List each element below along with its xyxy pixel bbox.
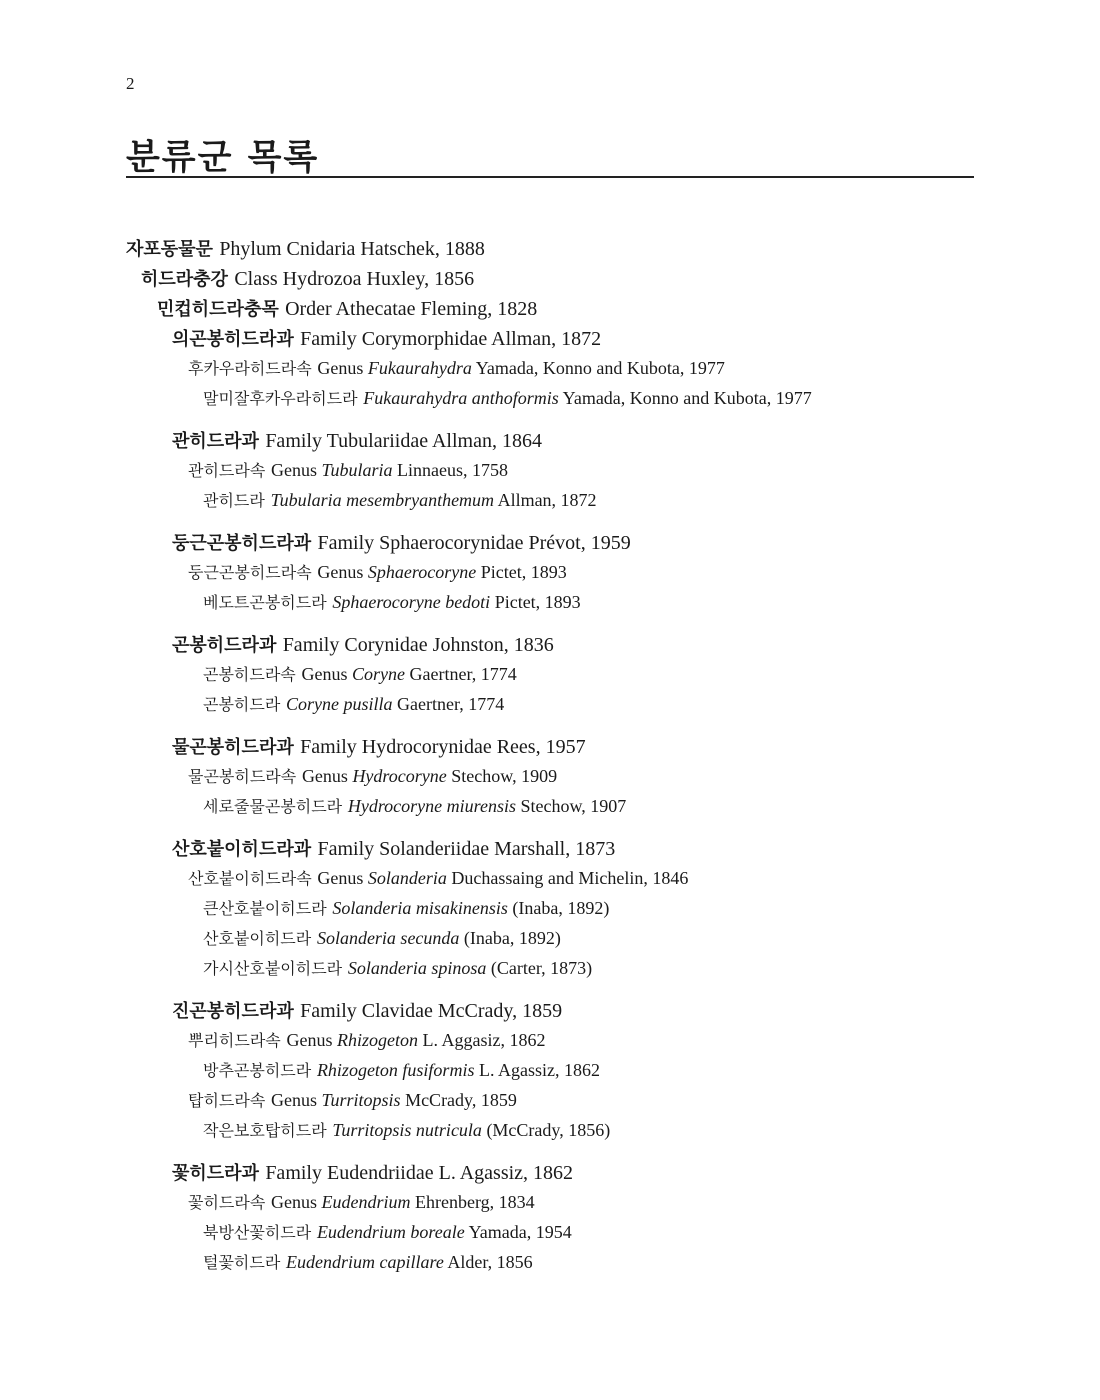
genus-korean-name: 산호붙이히드라속 (188, 869, 312, 888)
species-italic-name: Hydrocoryne miurensis (347, 796, 516, 816)
genus-italic-name: Tubularia (321, 460, 393, 480)
species-italic-name: Solanderia secunda (316, 928, 460, 948)
species-entry (126, 383, 986, 413)
species-korean-name: 작은보호탑히드라 (203, 1121, 327, 1140)
class-entry (126, 263, 986, 293)
genus-entry (126, 863, 986, 893)
taxa-list (126, 233, 986, 1277)
title-rule (126, 176, 974, 178)
species-entry (126, 1115, 986, 1145)
species-entry (126, 587, 986, 617)
class-latin-name: Class Hydrozoa Huxley, 1856 (234, 268, 475, 290)
family-entry (126, 833, 986, 863)
species-italic-name: Turritopsis nutricula (332, 1120, 482, 1140)
family-entry (126, 425, 986, 455)
family-latin-name: Family Eudendriidae L. Agassiz, 1862 (265, 1162, 574, 1184)
genus-latin-name: Genus Solanderia Duchassaing and Michelin, 1846 (317, 868, 689, 888)
species-latin-name: Turritopsis nutricula (McCrady, 1856) (332, 1120, 611, 1140)
family-korean-name: 관히드라과 (172, 431, 259, 452)
genus-latin-name: Genus Rhizogeton L. Aggasiz, 1862 (286, 1030, 546, 1050)
genus-entry (126, 1187, 986, 1217)
family-latin-name: Family Corynidae Johnston, 1836 (282, 634, 554, 656)
family-korean-name: 산호붙이히드라과 (172, 839, 312, 860)
species-italic-name: Solanderia misakinensis (332, 898, 508, 918)
species-italic-name: Solanderia spinosa (347, 958, 487, 978)
genus-entry (126, 761, 986, 791)
genus-italic-name: Solanderia (367, 868, 447, 888)
species-entry (126, 953, 986, 983)
family-entry (126, 527, 986, 557)
species-entry (126, 893, 986, 923)
family-korean-name: 물곤봉히드라과 (172, 737, 294, 758)
genus-korean-name: 관히드라속 (188, 461, 266, 480)
species-entry (126, 923, 986, 953)
species-latin-name: Solanderia secunda (Inaba, 1892) (316, 928, 561, 948)
species-korean-name: 곤봉히드라 (203, 695, 281, 714)
page-title: 분류군 목록 (126, 137, 320, 178)
species-latin-name: Solanderia spinosa (Carter, 1873) (347, 958, 593, 978)
species-korean-name: 산호붙이히드라 (203, 929, 312, 948)
genus-italic-name: Turritopsis (321, 1090, 401, 1110)
species-entry (126, 1217, 986, 1247)
species-korean-name: 털꽃히드라 (203, 1253, 281, 1272)
species-korean-name: 방추곤봉히드라 (203, 1061, 312, 1080)
species-latin-name: Fukaurahydra anthoformis Yamada, Konno and Kubota, 1977 (363, 388, 812, 408)
family-entry (126, 323, 986, 353)
family-korean-name: 의곤봉히드라과 (172, 329, 294, 350)
species-latin-name: Solanderia misakinensis (Inaba, 1892) (332, 898, 610, 918)
species-italic-name: Eudendrium capillare (286, 1252, 444, 1272)
order-entry (126, 293, 986, 323)
order-latin-name: Order Athecatae Fleming, 1828 (285, 298, 538, 320)
phylum-korean-name: 자포동물문 (126, 239, 213, 260)
species-korean-name: 베도트곤봉히드라 (203, 593, 327, 612)
genus-italic-name: Coryne (351, 664, 405, 684)
species-italic-name: Coryne pusilla (286, 694, 393, 714)
family-latin-name: Family Sphaerocorynidae Prévot, 1959 (317, 532, 631, 554)
genus-entry (126, 659, 986, 689)
genus-korean-name: 뿌리히드라속 (188, 1031, 281, 1050)
species-latin-name: Rhizogeton fusiformis L. Agassiz, 1862 (316, 1060, 600, 1080)
family-latin-name: Family Tubulariidae Allman, 1864 (265, 430, 542, 452)
species-latin-name: Sphaerocoryne bedoti Pictet, 1893 (332, 592, 581, 612)
family-entry (126, 731, 986, 761)
genus-entry (126, 1025, 986, 1055)
order-korean-name: 민컵히드라충목 (157, 299, 279, 320)
species-entry (126, 485, 986, 515)
genus-italic-name: Rhizogeton (336, 1030, 418, 1050)
species-latin-name: Hydrocoryne miurensis Stechow, 1907 (347, 796, 627, 816)
page-number: 2 (126, 74, 135, 93)
species-latin-name: Tubularia mesembryanthemum Allman, 1872 (270, 490, 597, 510)
species-latin-name: Eudendrium capillare Alder, 1856 (286, 1252, 533, 1272)
species-entry (126, 689, 986, 719)
family-korean-name: 꽃히드라과 (172, 1163, 259, 1184)
family-latin-name: Family Clavidae McCrady, 1859 (300, 1000, 563, 1022)
species-italic-name: Rhizogeton fusiformis (316, 1060, 475, 1080)
phylum-entry (126, 233, 986, 263)
family-korean-name: 둥근곤봉히드라과 (172, 533, 312, 554)
genus-latin-name: Genus Fukaurahydra Yamada, Konno and Kubota, 1977 (317, 358, 725, 378)
species-italic-name: Sphaerocoryne bedoti (332, 592, 491, 612)
species-italic-name: Fukaurahydra anthoformis (363, 388, 559, 408)
genus-latin-name: Genus Eudendrium Ehrenberg, 1834 (271, 1192, 535, 1212)
genus-latin-name: Genus Hydrocoryne Stechow, 1909 (301, 766, 558, 786)
species-korean-name: 세로줄물곤봉히드라 (203, 797, 343, 816)
species-korean-name: 북방산꽃히드라 (203, 1223, 312, 1242)
species-entry (126, 791, 986, 821)
class-korean-name: 히드라충강 (141, 269, 228, 290)
genus-korean-name: 꽃히드라속 (188, 1193, 266, 1212)
family-korean-name: 진곤봉히드라과 (172, 1001, 294, 1022)
genus-korean-name: 후카우라히드라속 (188, 359, 312, 378)
genus-entry (126, 1085, 986, 1115)
genus-italic-name: Eudendrium (321, 1192, 411, 1212)
phylum-latin-name: Phylum Cnidaria Hatschek, 1888 (219, 238, 485, 260)
genus-italic-name: Fukaurahydra (367, 358, 472, 378)
family-latin-name: Family Hydrocorynidae Rees, 1957 (300, 736, 586, 758)
species-entry (126, 1247, 986, 1277)
genus-latin-name: Genus Tubularia Linnaeus, 1758 (271, 460, 509, 480)
genus-korean-name: 물곤봉히드라속 (188, 767, 297, 786)
species-korean-name: 가시산호붙이히드라 (203, 959, 343, 978)
family-latin-name: Family Corymorphidae Allman, 1872 (300, 328, 602, 350)
species-korean-name: 말미잘후카우라히드라 (203, 389, 358, 408)
genus-latin-name: Genus Coryne Gaertner, 1774 (301, 664, 517, 684)
genus-entry (126, 353, 986, 383)
species-italic-name: Eudendrium boreale (316, 1222, 465, 1242)
species-italic-name: Tubularia mesembryanthemum (270, 490, 495, 510)
family-entry (126, 1157, 986, 1187)
genus-latin-name: Genus Turritopsis McCrady, 1859 (271, 1090, 517, 1110)
genus-italic-name: Sphaerocoryne (367, 562, 477, 582)
species-entry (126, 1055, 986, 1085)
family-korean-name: 곤봉히드라과 (172, 635, 277, 656)
species-korean-name: 관히드라 (203, 491, 265, 510)
genus-italic-name: Hydrocoryne (352, 766, 447, 786)
genus-latin-name: Genus Sphaerocoryne Pictet, 1893 (317, 562, 567, 582)
genus-korean-name: 곤봉히드라속 (203, 665, 296, 684)
genus-korean-name: 둥근곤봉히드라속 (188, 563, 312, 582)
family-entry (126, 629, 986, 659)
family-entry (126, 995, 986, 1025)
species-latin-name: Coryne pusilla Gaertner, 1774 (286, 694, 505, 714)
family-latin-name: Family Solanderiidae Marshall, 1873 (317, 838, 616, 860)
genus-korean-name: 탑히드라속 (188, 1091, 266, 1110)
species-latin-name: Eudendrium boreale Yamada, 1954 (316, 1222, 572, 1242)
genus-entry (126, 455, 986, 485)
species-korean-name: 큰산호붙이히드라 (203, 899, 327, 918)
genus-entry (126, 557, 986, 587)
